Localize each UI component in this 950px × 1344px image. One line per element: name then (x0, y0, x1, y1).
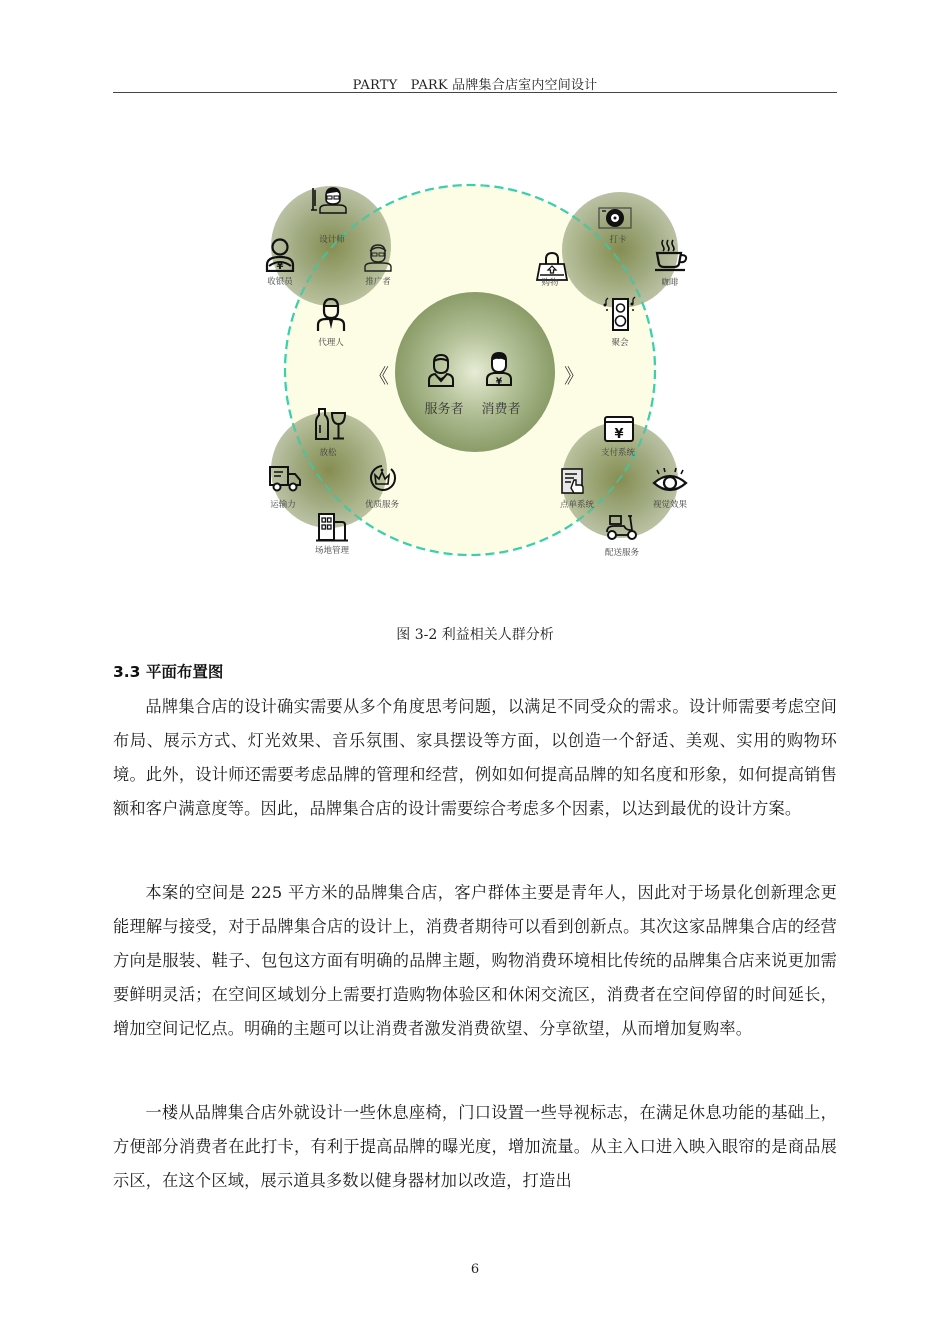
figure-caption: 图 3-2 利益相关人群分析 (396, 627, 554, 643)
svg-text:¥: ¥ (276, 261, 284, 272)
label-ordering-system: 点单系统 (559, 500, 595, 510)
label-transport: 运输力 (270, 500, 296, 510)
agent-icon (316, 298, 346, 332)
wine-bottle-glass-icon (313, 407, 347, 441)
coffee-cup-icon (654, 238, 688, 272)
label-cashier: 收银员 (267, 277, 293, 287)
label-visual-effect: 视觉效果 (652, 500, 688, 510)
promoter-icon (363, 244, 393, 272)
waiter-icon (426, 353, 456, 387)
crown-service-icon (367, 463, 397, 493)
page-number: 6 (470, 1262, 480, 1277)
label-venue-management: 场地管理 (314, 546, 350, 556)
delivery-truck-icon (268, 465, 302, 493)
center-label-consumer: 消费者 (481, 402, 521, 417)
label-agent: 代理人 (318, 338, 344, 348)
paragraph-1: 品牌集合店的设计确实需要从多个角度思考问题，以满足不同受众的需求。设计师需要考虑空间布局、展示方式、灯光效果、音乐氛围、家具摆设等方面，以创造一个舒适、美观、实用的购物环境。此外，设计师还需要考虑品牌的管理和经营，例如如何提高品牌的知名度和形象，如何提高销售额和客户满意度等。因此，品牌集合店的设计需要综合考虑多个因素，以达到最优的设计方案。 (113, 697, 837, 818)
designer-icon (310, 186, 348, 214)
label-delivery-service: 配送服务 (604, 548, 640, 558)
label-check-in: 打卡 (609, 235, 627, 245)
label-shopping: 购物 (541, 278, 559, 288)
scooter-icon (604, 514, 638, 542)
double-arrow-right-icon: 》 (564, 364, 584, 388)
header-divider (113, 92, 837, 93)
label-party: 聚会 (611, 338, 629, 348)
customer-icon (484, 352, 514, 386)
label-promoter: 推广者 (365, 277, 391, 287)
double-arrow-left-icon: 《 (369, 364, 389, 388)
label-payment-system: 支付系统 (600, 448, 636, 458)
stakeholder-diagram (250, 180, 710, 580)
eye-icon (652, 468, 688, 494)
label-coffee: 咖啡 (661, 278, 679, 288)
section-heading: 3.3 平面布置图 (113, 663, 224, 681)
payment-window-icon (603, 415, 635, 443)
paragraph-2: 本案的空间是 225 平方米的品牌集合店，客户群体主要是青年人，因此对于场景化创新理念更能理解与接受，对于品牌集合店的设计上，消费者期待可以看到创新点。其次这家品牌集合店的经营方向是服装、鞋子、包包这方面有明确的品牌主题，购物消费环境相比传统的品牌集合店来说更加需要鲜明灵活；在空间区域划分上需要打造购物体验区和休闲交流区，消费者在空间停留的时间延长，增加空间记忆点。明确的主题可以让消费者激发消费欲望、分享欲望，从而增加复购率。 (113, 883, 837, 1038)
svg-text:¥: ¥ (495, 377, 503, 386)
label-designer: 设计师 (319, 235, 345, 245)
running-header: PARTY PARK 品牌集合店室内空间设计 (352, 78, 598, 93)
paragraph-3: 一楼从品牌集合店外就设计一些休息座椅，门口设置一些导视标志，在满足休息功能的基础上，方便部分消费者在此打卡，有利于提高品牌的曝光度，增加流量。从主入口进入映入眼帘的是商品展示区，在这个区域，展示道具多数以健身器材加以改造，打造出 (113, 1103, 837, 1190)
cashier-icon (265, 238, 295, 272)
center-circle (395, 292, 555, 452)
building-icon (316, 512, 348, 542)
order-tablet-icon (560, 467, 586, 495)
center-label-server: 服务者 (424, 402, 464, 417)
label-quality-service: 优质服务 (364, 500, 400, 510)
svg-text:¥: ¥ (614, 427, 624, 442)
speaker-icon (603, 295, 637, 333)
label-relax: 放松 (319, 448, 337, 458)
camera-icon (598, 205, 632, 229)
